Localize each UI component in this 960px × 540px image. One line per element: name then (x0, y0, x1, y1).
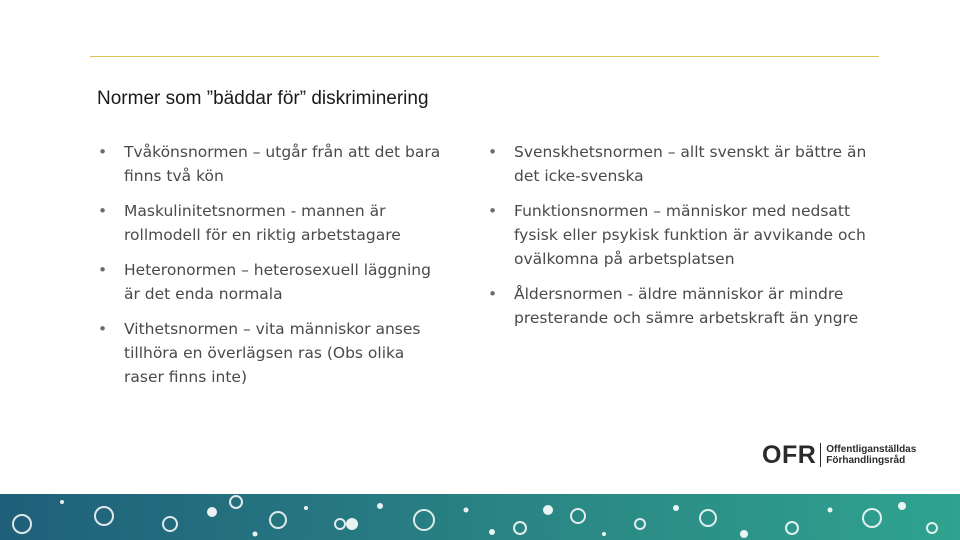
footer-band-fill (0, 494, 960, 540)
list-item (98, 317, 448, 389)
list-item (488, 199, 878, 271)
logo-line-1: Offentliganställdas (826, 444, 917, 455)
bullet-icon: • (488, 143, 498, 161)
bullet-icon: • (488, 202, 498, 220)
list-item-text: Heteronormen – heterosexuell läggning är det enda normala (124, 261, 431, 303)
left-bullet-list (98, 140, 448, 400)
ofr-logo (762, 442, 916, 468)
logo-wordmark (826, 444, 916, 466)
bullet-icon: • (98, 320, 108, 338)
list-item-text: Svenskhetsnormen – allt svenskt är bättre än det icke-svenska (514, 143, 867, 185)
bullet-icon: • (98, 202, 108, 220)
bullet-icon: • (98, 143, 108, 161)
logo-line-2: Förhandlingsråd (826, 455, 906, 466)
logo-mark: OFR (762, 441, 817, 469)
list-item-text: Funktionsnormen – människor med nedsatt fysisk eller psykisk funktion är avvikande och ovälkomna på arbetsplatsen (514, 202, 866, 268)
list-item-text: Maskulinitetsnormen - mannen är rollmodell för en riktig arbetstagare (124, 202, 401, 244)
slide-title: Normer som ”bäddar för” diskriminering (97, 88, 429, 109)
list-item-text: Åldersnormen - äldre människor är mindre presterande och sämre arbetskraft än yngre (514, 285, 859, 327)
list-item-text: Tvåkönsnormen – utgår från att det bara finns två kön (124, 143, 441, 185)
logo-divider (820, 443, 821, 467)
list-item (98, 140, 448, 188)
bullet-icon: • (488, 285, 498, 303)
list-item (98, 199, 448, 247)
decorative-footer-band (0, 494, 960, 540)
list-item (488, 282, 878, 330)
title-divider-line (90, 56, 879, 57)
list-item-text: Vithetsnormen – vita människor anses tillhöra en överlägsen ras (Obs olika raser finns inte) (124, 320, 421, 386)
list-item (488, 140, 878, 188)
bullet-icon: • (98, 261, 108, 279)
right-bullet-list (488, 140, 878, 341)
list-item (98, 258, 448, 306)
